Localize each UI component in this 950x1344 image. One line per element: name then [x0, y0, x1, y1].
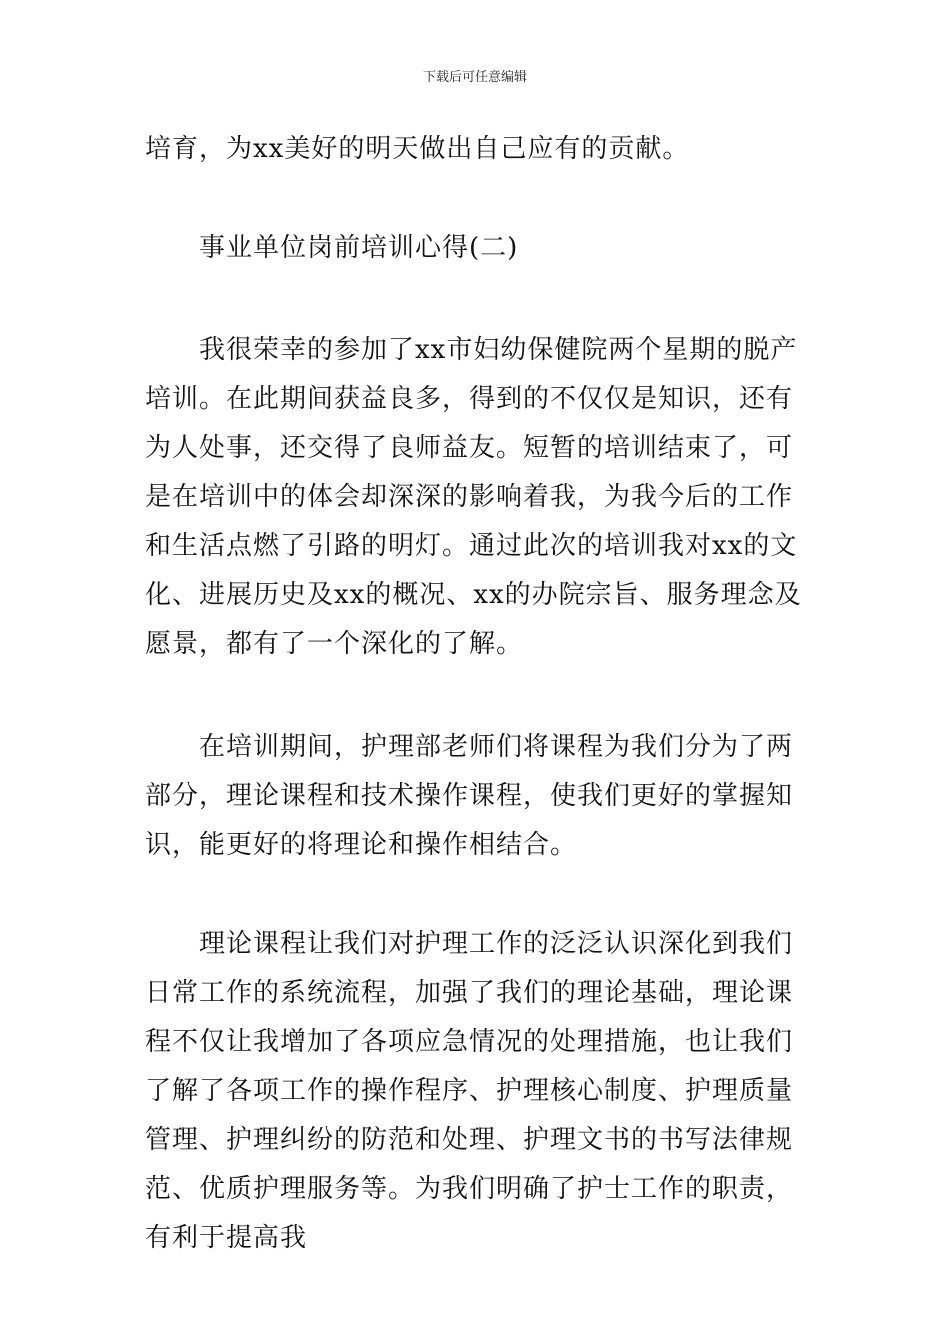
paragraph-2: 在培训期间，护理部老师们将课程为我们分为了两部分，理论课程和技术操作课程，使我们更好的掌握知识，能更好的将理论和操作相结合。 [145, 732, 794, 860]
paragraph-1: 我很荣幸的参加了xx市妇幼保健院两个星期的脱产培训。在此期间获益良多，得到的不仅仅是知识，还有为人处事，还交得了良师益友。短暂的培训结束了，可是在培训中的体会却深深的影响着我，为我今后的工作和生活点燃了引路的明灯。通过此次的培训我对xx的文化、进展历史及xx的概况、xx的办院宗旨、服务理念及愿景，都有了一个深化的了解。 [145, 335, 802, 659]
section-title: 事业单位岗前培训心得(二) [199, 233, 519, 263]
header-note: 下载后可任意编辑 [422, 70, 527, 85]
paragraph-3: 理论课程让我们对护理工作的泛泛认识深化到我们日常工作的系统流程，加强了我们的理论基础，理论课程不仅让我增加了各项应急情况的处理措施，也让我们了解了各项工作的操作程序、护理核心制度、护理质量管理、护理纠纷的防范和处理、护理文书的书写法律规范、优质护理服务等。为我们明确了护士工作的职责，有利于提高我 [145, 929, 794, 1253]
carry-over-line: 培育，为xx美好的明天做出自己应有的贡献。 [145, 134, 690, 164]
